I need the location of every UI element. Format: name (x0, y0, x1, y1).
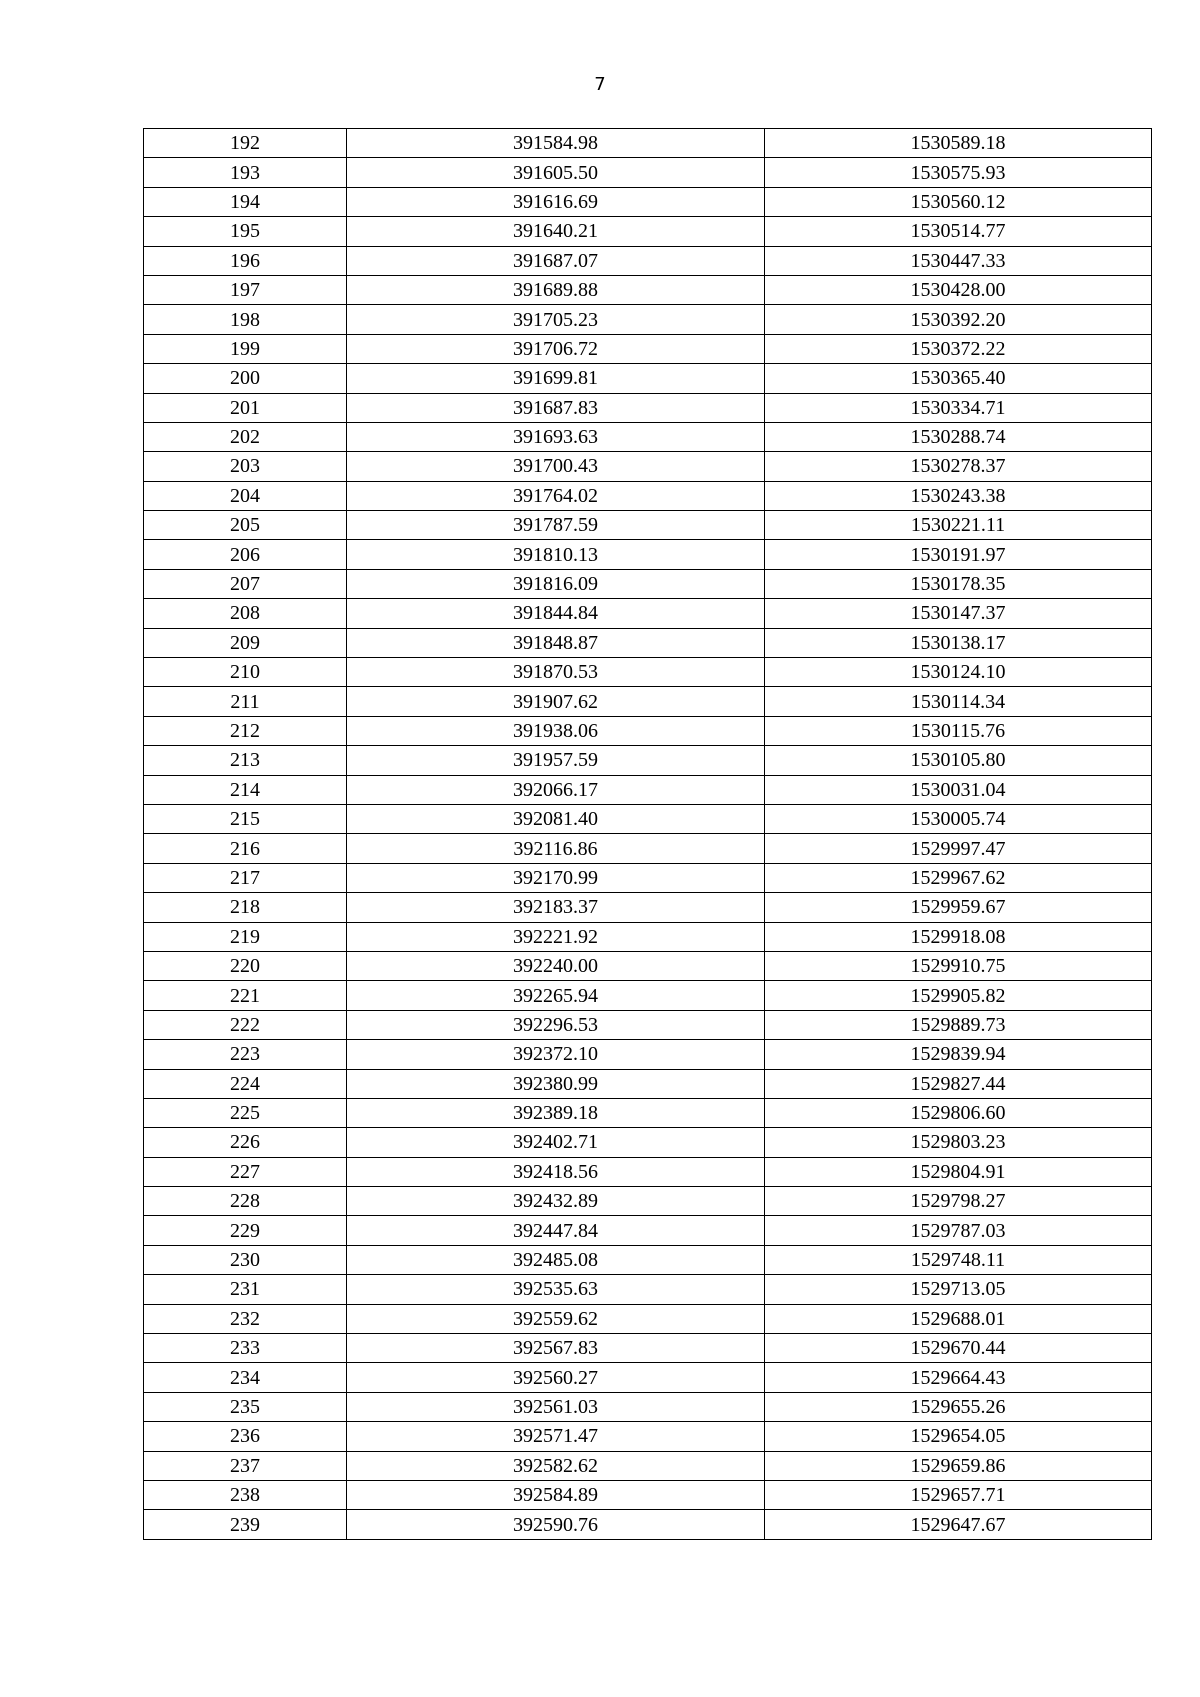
point-number-cell: 202 (144, 422, 347, 451)
table-row (144, 540, 1152, 569)
x-coordinate-cell: 391700.43 (347, 452, 765, 481)
point-number-cell: 215 (144, 804, 347, 833)
y-coordinate-cell: 1529664.43 (765, 1363, 1152, 1392)
point-number-cell: 199 (144, 334, 347, 363)
table-row (144, 393, 1152, 422)
y-coordinate-cell: 1530589.18 (765, 129, 1152, 158)
y-coordinate-cell: 1529688.01 (765, 1304, 1152, 1333)
y-coordinate-cell: 1530105.80 (765, 746, 1152, 775)
point-number-cell: 237 (144, 1451, 347, 1480)
table-row (144, 804, 1152, 833)
y-coordinate-cell: 1530243.38 (765, 481, 1152, 510)
point-number-cell: 219 (144, 922, 347, 951)
point-number-cell: 208 (144, 599, 347, 628)
y-coordinate-cell: 1530560.12 (765, 187, 1152, 216)
table-row (144, 452, 1152, 481)
point-number-cell: 230 (144, 1245, 347, 1274)
table-row (144, 746, 1152, 775)
coordinates-table-body (144, 129, 1152, 1540)
y-coordinate-cell: 1529804.91 (765, 1157, 1152, 1186)
point-number-cell: 207 (144, 569, 347, 598)
y-coordinate-cell: 1530372.22 (765, 334, 1152, 363)
y-coordinate-cell: 1530124.10 (765, 658, 1152, 687)
y-coordinate-cell: 1529997.47 (765, 834, 1152, 863)
x-coordinate-cell: 392584.89 (347, 1480, 765, 1509)
point-number-cell: 212 (144, 716, 347, 745)
y-coordinate-cell: 1529647.67 (765, 1510, 1152, 1539)
y-coordinate-cell: 1529713.05 (765, 1275, 1152, 1304)
x-coordinate-cell: 392296.53 (347, 1010, 765, 1039)
x-coordinate-cell: 392535.63 (347, 1275, 765, 1304)
y-coordinate-cell: 1530178.35 (765, 569, 1152, 598)
table-row (144, 834, 1152, 863)
point-number-cell: 203 (144, 452, 347, 481)
table-row (144, 1245, 1152, 1274)
point-number-cell: 196 (144, 246, 347, 275)
x-coordinate-cell: 391870.53 (347, 658, 765, 687)
point-number-cell: 220 (144, 951, 347, 980)
y-coordinate-cell: 1529748.11 (765, 1245, 1152, 1274)
point-number-cell: 224 (144, 1069, 347, 1098)
point-number-cell: 222 (144, 1010, 347, 1039)
table-row (144, 775, 1152, 804)
table-row (144, 1128, 1152, 1157)
y-coordinate-cell: 1530147.37 (765, 599, 1152, 628)
x-coordinate-cell: 392590.76 (347, 1510, 765, 1539)
x-coordinate-cell: 392170.99 (347, 863, 765, 892)
point-number-cell: 232 (144, 1304, 347, 1333)
y-coordinate-cell: 1529657.71 (765, 1480, 1152, 1509)
table-row (144, 275, 1152, 304)
point-number-cell: 201 (144, 393, 347, 422)
table-row (144, 334, 1152, 363)
x-coordinate-cell: 392221.92 (347, 922, 765, 951)
x-coordinate-cell: 392183.37 (347, 893, 765, 922)
point-number-cell: 192 (144, 129, 347, 158)
x-coordinate-cell: 391605.50 (347, 158, 765, 187)
x-coordinate-cell: 391787.59 (347, 511, 765, 540)
point-number-cell: 209 (144, 628, 347, 657)
y-coordinate-cell: 1529655.26 (765, 1392, 1152, 1421)
point-number-cell: 223 (144, 1040, 347, 1069)
table-row (144, 951, 1152, 980)
x-coordinate-cell: 391816.09 (347, 569, 765, 598)
y-coordinate-cell: 1530288.74 (765, 422, 1152, 451)
table-row (144, 305, 1152, 334)
table-row (144, 1216, 1152, 1245)
x-coordinate-cell: 391957.59 (347, 746, 765, 775)
y-coordinate-cell: 1530428.00 (765, 275, 1152, 304)
x-coordinate-cell: 392240.00 (347, 951, 765, 980)
point-number-cell: 229 (144, 1216, 347, 1245)
x-coordinate-cell: 392571.47 (347, 1422, 765, 1451)
table-row (144, 158, 1152, 187)
y-coordinate-cell: 1529787.03 (765, 1216, 1152, 1245)
x-coordinate-cell: 392402.71 (347, 1128, 765, 1157)
x-coordinate-cell: 392559.62 (347, 1304, 765, 1333)
point-number-cell: 233 (144, 1334, 347, 1363)
y-coordinate-cell: 1529659.86 (765, 1451, 1152, 1480)
point-number-cell: 218 (144, 893, 347, 922)
x-coordinate-cell: 392081.40 (347, 804, 765, 833)
point-number-cell: 235 (144, 1392, 347, 1421)
point-number-cell: 217 (144, 863, 347, 892)
x-coordinate-cell: 392265.94 (347, 981, 765, 1010)
table-row (144, 1157, 1152, 1186)
point-number-cell: 194 (144, 187, 347, 216)
point-number-cell: 200 (144, 364, 347, 393)
x-coordinate-cell: 392485.08 (347, 1245, 765, 1274)
point-number-cell: 239 (144, 1510, 347, 1539)
point-number-cell: 231 (144, 1275, 347, 1304)
point-number-cell: 213 (144, 746, 347, 775)
point-number-cell: 228 (144, 1187, 347, 1216)
table-row (144, 658, 1152, 687)
y-coordinate-cell: 1529918.08 (765, 922, 1152, 951)
table-row (144, 716, 1152, 745)
table-row (144, 1480, 1152, 1509)
table-row (144, 1275, 1152, 1304)
point-number-cell: 238 (144, 1480, 347, 1509)
y-coordinate-cell: 1530115.76 (765, 716, 1152, 745)
point-number-cell: 206 (144, 540, 347, 569)
x-coordinate-cell: 392432.89 (347, 1187, 765, 1216)
table-row (144, 187, 1152, 216)
point-number-cell: 198 (144, 305, 347, 334)
table-row (144, 1451, 1152, 1480)
x-coordinate-cell: 391689.88 (347, 275, 765, 304)
table-row (144, 1069, 1152, 1098)
table-row (144, 1098, 1152, 1127)
x-coordinate-cell: 391764.02 (347, 481, 765, 510)
point-number-cell: 234 (144, 1363, 347, 1392)
x-coordinate-cell: 391705.23 (347, 305, 765, 334)
y-coordinate-cell: 1529654.05 (765, 1422, 1152, 1451)
x-coordinate-cell: 392560.27 (347, 1363, 765, 1392)
y-coordinate-cell: 1529905.82 (765, 981, 1152, 1010)
table-row (144, 687, 1152, 716)
x-coordinate-cell: 392561.03 (347, 1392, 765, 1421)
table-row (144, 1040, 1152, 1069)
x-coordinate-cell: 392380.99 (347, 1069, 765, 1098)
table-row (144, 569, 1152, 598)
x-coordinate-cell: 391810.13 (347, 540, 765, 569)
x-coordinate-cell: 392066.17 (347, 775, 765, 804)
table-row (144, 481, 1152, 510)
x-coordinate-cell: 392418.56 (347, 1157, 765, 1186)
x-coordinate-cell: 392372.10 (347, 1040, 765, 1069)
point-number-cell: 211 (144, 687, 347, 716)
point-number-cell: 216 (144, 834, 347, 863)
table-row (144, 364, 1152, 393)
point-number-cell: 205 (144, 511, 347, 540)
table-row (144, 1392, 1152, 1421)
y-coordinate-cell: 1529827.44 (765, 1069, 1152, 1098)
table-row (144, 511, 1152, 540)
x-coordinate-cell: 391584.98 (347, 129, 765, 158)
x-coordinate-cell: 391907.62 (347, 687, 765, 716)
point-number-cell: 210 (144, 658, 347, 687)
point-number-cell: 195 (144, 217, 347, 246)
table-row (144, 1422, 1152, 1451)
y-coordinate-cell: 1529803.23 (765, 1128, 1152, 1157)
y-coordinate-cell: 1530005.74 (765, 804, 1152, 833)
x-coordinate-cell: 391699.81 (347, 364, 765, 393)
x-coordinate-cell: 392582.62 (347, 1451, 765, 1480)
point-number-cell: 204 (144, 481, 347, 510)
x-coordinate-cell: 391844.84 (347, 599, 765, 628)
table-row (144, 863, 1152, 892)
y-coordinate-cell: 1530392.20 (765, 305, 1152, 334)
y-coordinate-cell: 1529959.67 (765, 893, 1152, 922)
y-coordinate-cell: 1529889.73 (765, 1010, 1152, 1039)
y-coordinate-cell: 1530138.17 (765, 628, 1152, 657)
table-row (144, 422, 1152, 451)
x-coordinate-cell: 392567.83 (347, 1334, 765, 1363)
page-number: 7 (594, 74, 606, 95)
point-number-cell: 214 (144, 775, 347, 804)
table-row (144, 1510, 1152, 1539)
y-coordinate-cell: 1530278.37 (765, 452, 1152, 481)
table-row (144, 246, 1152, 275)
x-coordinate-cell: 391687.83 (347, 393, 765, 422)
y-coordinate-cell: 1530334.71 (765, 393, 1152, 422)
y-coordinate-cell: 1529798.27 (765, 1187, 1152, 1216)
point-number-cell: 236 (144, 1422, 347, 1451)
y-coordinate-cell: 1529910.75 (765, 951, 1152, 980)
y-coordinate-cell: 1530221.11 (765, 511, 1152, 540)
table-row (144, 1334, 1152, 1363)
y-coordinate-cell: 1530365.40 (765, 364, 1152, 393)
y-coordinate-cell: 1530114.34 (765, 687, 1152, 716)
y-coordinate-cell: 1530191.97 (765, 540, 1152, 569)
y-coordinate-cell: 1529967.62 (765, 863, 1152, 892)
table-row (144, 922, 1152, 951)
y-coordinate-cell: 1529806.60 (765, 1098, 1152, 1127)
y-coordinate-cell: 1530514.77 (765, 217, 1152, 246)
y-coordinate-cell: 1530031.04 (765, 775, 1152, 804)
coordinates-table (143, 128, 1152, 1540)
table-row (144, 1363, 1152, 1392)
table-row (144, 599, 1152, 628)
table-row (144, 1010, 1152, 1039)
table-row (144, 628, 1152, 657)
table-row (144, 129, 1152, 158)
table-row (144, 1304, 1152, 1333)
point-number-cell: 193 (144, 158, 347, 187)
y-coordinate-cell: 1529670.44 (765, 1334, 1152, 1363)
x-coordinate-cell: 391640.21 (347, 217, 765, 246)
point-number-cell: 225 (144, 1098, 347, 1127)
x-coordinate-cell: 391693.63 (347, 422, 765, 451)
x-coordinate-cell: 391616.69 (347, 187, 765, 216)
point-number-cell: 221 (144, 981, 347, 1010)
point-number-cell: 226 (144, 1128, 347, 1157)
point-number-cell: 227 (144, 1157, 347, 1186)
x-coordinate-cell: 391706.72 (347, 334, 765, 363)
x-coordinate-cell: 392116.86 (347, 834, 765, 863)
table-row (144, 981, 1152, 1010)
x-coordinate-cell: 391938.06 (347, 716, 765, 745)
y-coordinate-cell: 1529839.94 (765, 1040, 1152, 1069)
table-row (144, 217, 1152, 246)
x-coordinate-cell: 391848.87 (347, 628, 765, 657)
y-coordinate-cell: 1530447.33 (765, 246, 1152, 275)
x-coordinate-cell: 392447.84 (347, 1216, 765, 1245)
x-coordinate-cell: 391687.07 (347, 246, 765, 275)
table-row (144, 893, 1152, 922)
y-coordinate-cell: 1530575.93 (765, 158, 1152, 187)
point-number-cell: 197 (144, 275, 347, 304)
table-row (144, 1187, 1152, 1216)
x-coordinate-cell: 392389.18 (347, 1098, 765, 1127)
